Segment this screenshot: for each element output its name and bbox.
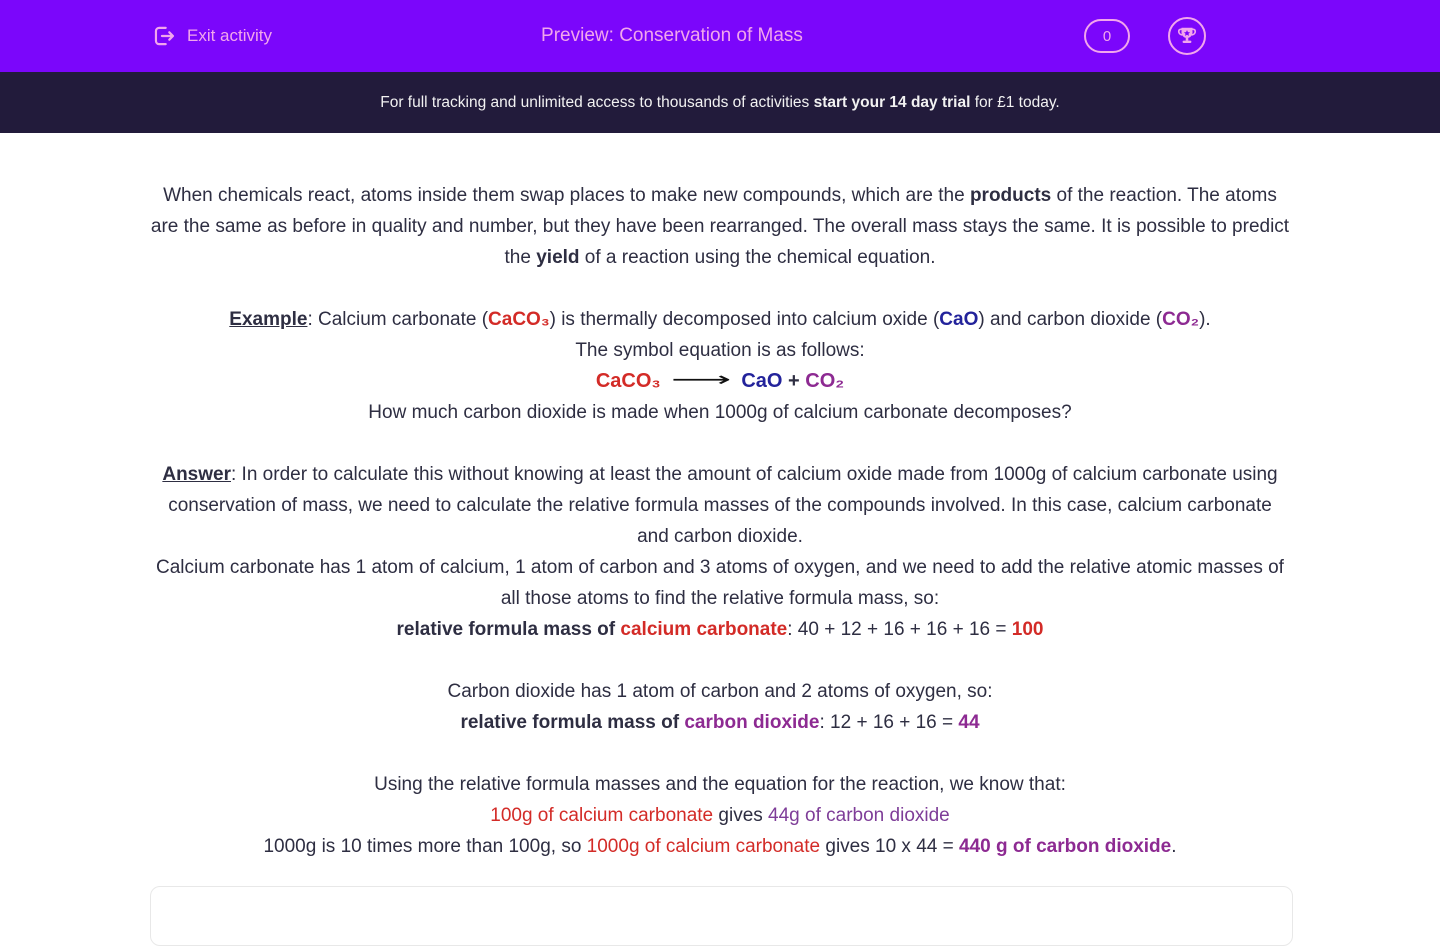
top-bar [0,0,1440,72]
text-segment: 100g of calcium carbonate [490,805,714,826]
exit-icon [150,23,176,49]
lesson-paragraphs [150,180,1290,862]
text-segment: Calcium carbonate has 1 atom of calcium, 1 atom of carbon and 3 atoms of oxygen, and we need to add the relative atomic masses of all those atoms to find the relative formula mass, so: [156,557,1284,609]
text-segment: How much carbon dioxide is made when 1000g of calcium carbonate decomposes? [368,402,1072,423]
text-segment: : 40 + 12 + 16 + 16 + 16 = [787,619,1012,640]
text-segment: relative formula mass of [396,619,621,640]
text-segment: CaCO₃ [488,309,550,330]
text-segment: Example [229,309,308,330]
trial-banner-text [380,94,1059,112]
text-segment: CaO [741,370,783,392]
text-segment: 44 [958,712,980,733]
lesson-content [150,133,1290,946]
calcium-carbonate-paragraph [150,552,1290,614]
text-segment: CO₂ [1162,309,1200,330]
banner-segment: For full tracking and unlimited access to thousands of activities [380,93,814,111]
banner-segment: start your 14 day trial [813,93,971,111]
text-segment: Using the relative formula masses and the equation for the reaction, we know that: [374,774,1066,795]
text-segment: Carbon dioxide has 1 atom of carbon and 2 atoms of oxygen, so: [447,681,993,702]
carbon-dioxide-paragraph [150,676,1290,707]
text-segment: 100 [1011,619,1044,640]
trophy-button[interactable] [1168,17,1206,55]
text-segment: CO₂ [805,370,845,392]
rfm-carbon-dioxide [150,707,1290,738]
intro-paragraph [150,180,1290,273]
text-segment: ) and carbon dioxide ( [978,309,1163,330]
question-card [150,886,1293,946]
text-segment: ⟶ [670,369,732,391]
text-segment: calcium carbonate [620,619,788,640]
text-segment: products [969,185,1052,206]
gives-line [150,800,1290,831]
text-segment: CaO [939,309,979,330]
banner-segment: for £1 today. [970,93,1060,111]
text-segment: of the reaction. The atoms are the same as before in quality and number, but they have been rearranged. The overall mass stays the same. It is possible to predict the [150,185,1290,268]
rfm-calcium-carbonate [150,614,1290,645]
conclusion-line [150,831,1290,862]
exit-activity-label: Exit activity [187,26,273,45]
text-segment: The symbol equation is as follows: [575,340,865,361]
text-segment: carbon dioxide [684,712,820,733]
header-right-group [1084,17,1206,55]
text-segment: ). [1199,309,1211,330]
exit-activity-button[interactable] [150,23,272,49]
symbol-equation-intro [150,335,1290,366]
text-segment: : 12 + 16 + 16 = [819,712,959,733]
text-segment: : Calcium carbonate ( [307,309,489,330]
question-line [150,397,1290,428]
text-segment: relative formula mass of [460,712,685,733]
using-masses-paragraph [150,769,1290,800]
text-segment: gives [713,805,769,826]
text-segment: CaCO₃ [595,370,661,392]
text-segment: yield [536,247,580,268]
text-segment: of a reaction using the chemical equation. [579,247,936,268]
trial-banner [0,72,1440,133]
text-segment: 440 g of carbon dioxide [959,836,1172,857]
page-title: Preview: Conservation of Mass [541,25,803,46]
answer-paragraph [150,459,1290,552]
text-segment: . [1171,836,1177,857]
score-value: 0 [1102,27,1112,45]
text-segment: gives 10 x 44 = [820,836,960,857]
text-segment: ) is thermally decomposed into calcium oxide ( [549,309,940,330]
text-segment: 44g of carbon dioxide [768,805,950,826]
text-segment: When chemicals react, atoms inside them swap places to make new compounds, which are the [163,185,970,206]
text-segment: + [782,370,806,392]
example-line [150,304,1290,335]
text-segment: 1000g of calcium carbonate [586,836,821,857]
symbol-equation [150,366,1290,397]
score-pill[interactable] [1084,19,1130,53]
trophy-icon [1176,25,1198,47]
text-segment: 1000g is 10 times more than 100g, so [263,836,587,857]
text-segment: : In order to calculate this without knowing at least the amount of calcium oxide made from 1000g of calcium carbonate using conservation of mass, we need to calculate the relative formula masses of the compounds involved. In this case, calcium carbonate and carbon dioxide. [168,464,1278,547]
text-segment: Answer [162,464,231,485]
